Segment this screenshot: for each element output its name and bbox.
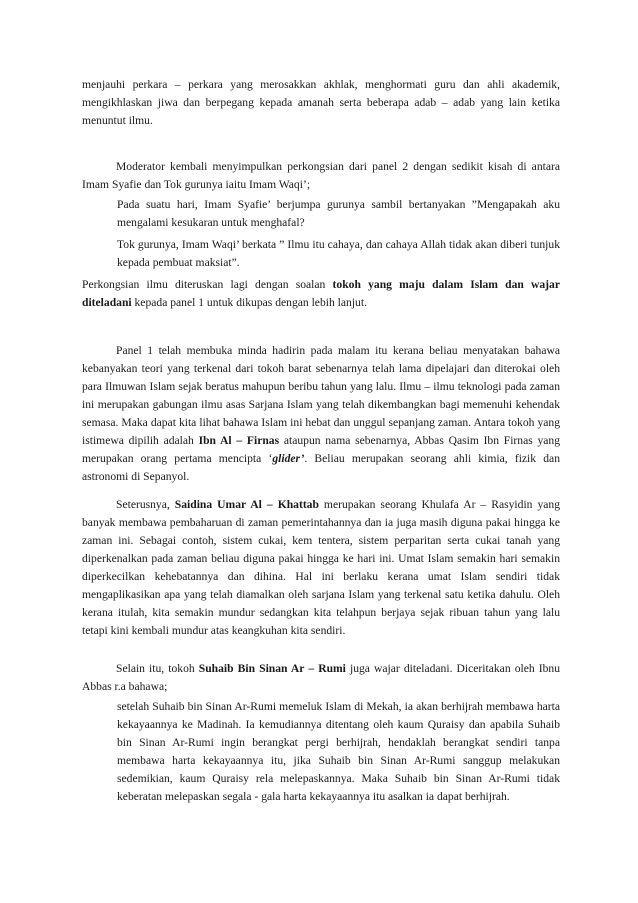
text-segment: Panel 1 telah membuka minda hadirin pada malam itu kerana beliau menyatakan bahawa kebanyakan teori yang terkenal dari tokoh barat sebenarnya telah lama dipelajari dan diterokai oleh para Ilmuwan Islam sejak beratus mahupun beribu tahun yang lalu. Ilmu – ilmu teknologi pada zaman ini merupakan gabungan ilmu asas Sarjana Islam yang telah dikembangkan bagi memenuhi kehendak semasa. Maka dapat kita lihat bahawa Islam ini hebat dan unggul sepanjang zaman. Antara tokoh yang istimewa dipilih adalah <box>82 344 560 447</box>
quote-suhaib-hijrah: setelah Suhaib bin Sinan Ar-Rumi memeluk Islam di Mekah, ia akan berhijrah membawa harta kekayaannya ke Madinah. Ia kemudiannya ditentang oleh kaum Quraisy dan apabila Suhaib bin Sinan Ar-Rumi ingin berangkat pergi berhijrah, hendaklah berangkat sendiri tanpa membawa harta kekayaannya itu, jika Suhaib bin Sinan Ar-Rumi sanggup melakukan sedemikian, kaum Quraisy rela melepaskannya. Maka Suhaib bin Sinan Ar-Rumi tidak keberatan melepaskan segala - gala harta kekayaannya itu asalkan ia dapat berhijrah. <box>117 700 560 803</box>
text-segment: Seterusnya, <box>116 498 175 511</box>
bold-name-ibn-firnas: Ibn Al – Firnas <box>198 434 280 447</box>
bold-name-umar: Saidina Umar Al – Khattab <box>174 498 319 511</box>
text-segment: kepada panel 1 untuk dikupas dengan lebih lanjut. <box>131 296 367 309</box>
bold-name-suhaib: Suhaib Bin Sinan Ar – Rumi <box>198 662 346 675</box>
text-segment: Perkongsian ilmu diteruskan lagi dengan soalan <box>82 278 333 291</box>
quote-imam-waqi: Tok gurunya, Imam Waqi’ berkata ” Ilmu itu cahaya, dan cahaya Allah tidak akan diberi tunjuk kepada pembuat maksiat”. <box>117 238 560 269</box>
paragraph-question-tokoh <box>82 276 560 312</box>
text-segment: ataupun nama sebenarnya, Abbas Qasim Ibn Firnas yang merupakan orang pertama mencipta ‘ <box>82 434 560 465</box>
paragraph-moderator-summary: Moderator kembali menyimpulkan perkongsian dari panel 2 dengan sedikit kisah di antara Imam Syafie dan Tok gurunya iaitu Imam Waqi’; <box>82 160 560 191</box>
text-segment: merupakan seorang Khulafa Ar – Rasyidin yang banyak membawa pembaharuan di zaman pemerintahannya dan ia juga masih diguna pakai hingga ke zaman ini. Sebagai contoh, sistem cukai, kem tentera, sistem perparitan serta cukai tanah yang diperkenalkan pada zaman beliau diguna pakai hingga ke hari ini. Umat Islam semakin hari semakin diperkecilkan kehebatannya dan dihina. Hal ini berlaku kerana umat Islam sendiri tidak mengaplikasikan apa yang telah diamalkan oleh sarjana Islam yang terkenal satu ketika dahulu. Oleh kerana itulah, kita semakin mundur sedangkan kita telahpun berjaya sejak ribuan tahun yang lalu tetapi kini kembali mundur atas keangkuhan kita sendiri. <box>82 498 560 637</box>
text-segment: Selain itu, tokoh <box>116 662 199 675</box>
bold-phrase-tokoh: tokoh yang maju dalam Islam dan wajar diteladani <box>82 278 560 309</box>
paragraph-umar-al-khattab <box>82 496 560 640</box>
paragraph-adab-ilmu: menjauhi perkara – perkara yang merosakkan akhlak, menghormati guru dan ahli akademik, mengikhlaskan jiwa dan berpegang kepada amanah serta beberapa adab – adab yang lain ketika menuntut ilmu. <box>82 78 560 127</box>
quote-imam-syafie: Pada suatu hari, Imam Syafie’ berjumpa gurunya sambil bertanyakan ”Mengapakah aku mengalami kesukaran untuk menghafal? <box>117 198 560 229</box>
paragraph-suhaib-intro <box>82 660 560 696</box>
italic-term-glider: glider’ <box>272 452 305 465</box>
text-segment: juga wajar diteladani. Diceritakan oleh Ibnu Abbas r.a bahawa; <box>82 662 560 693</box>
paragraph-panel-1 <box>82 342 560 486</box>
text-segment: . Beliau merupakan seorang ahli kimia, fizik dan astronomi di Sepanyol. <box>82 452 560 483</box>
